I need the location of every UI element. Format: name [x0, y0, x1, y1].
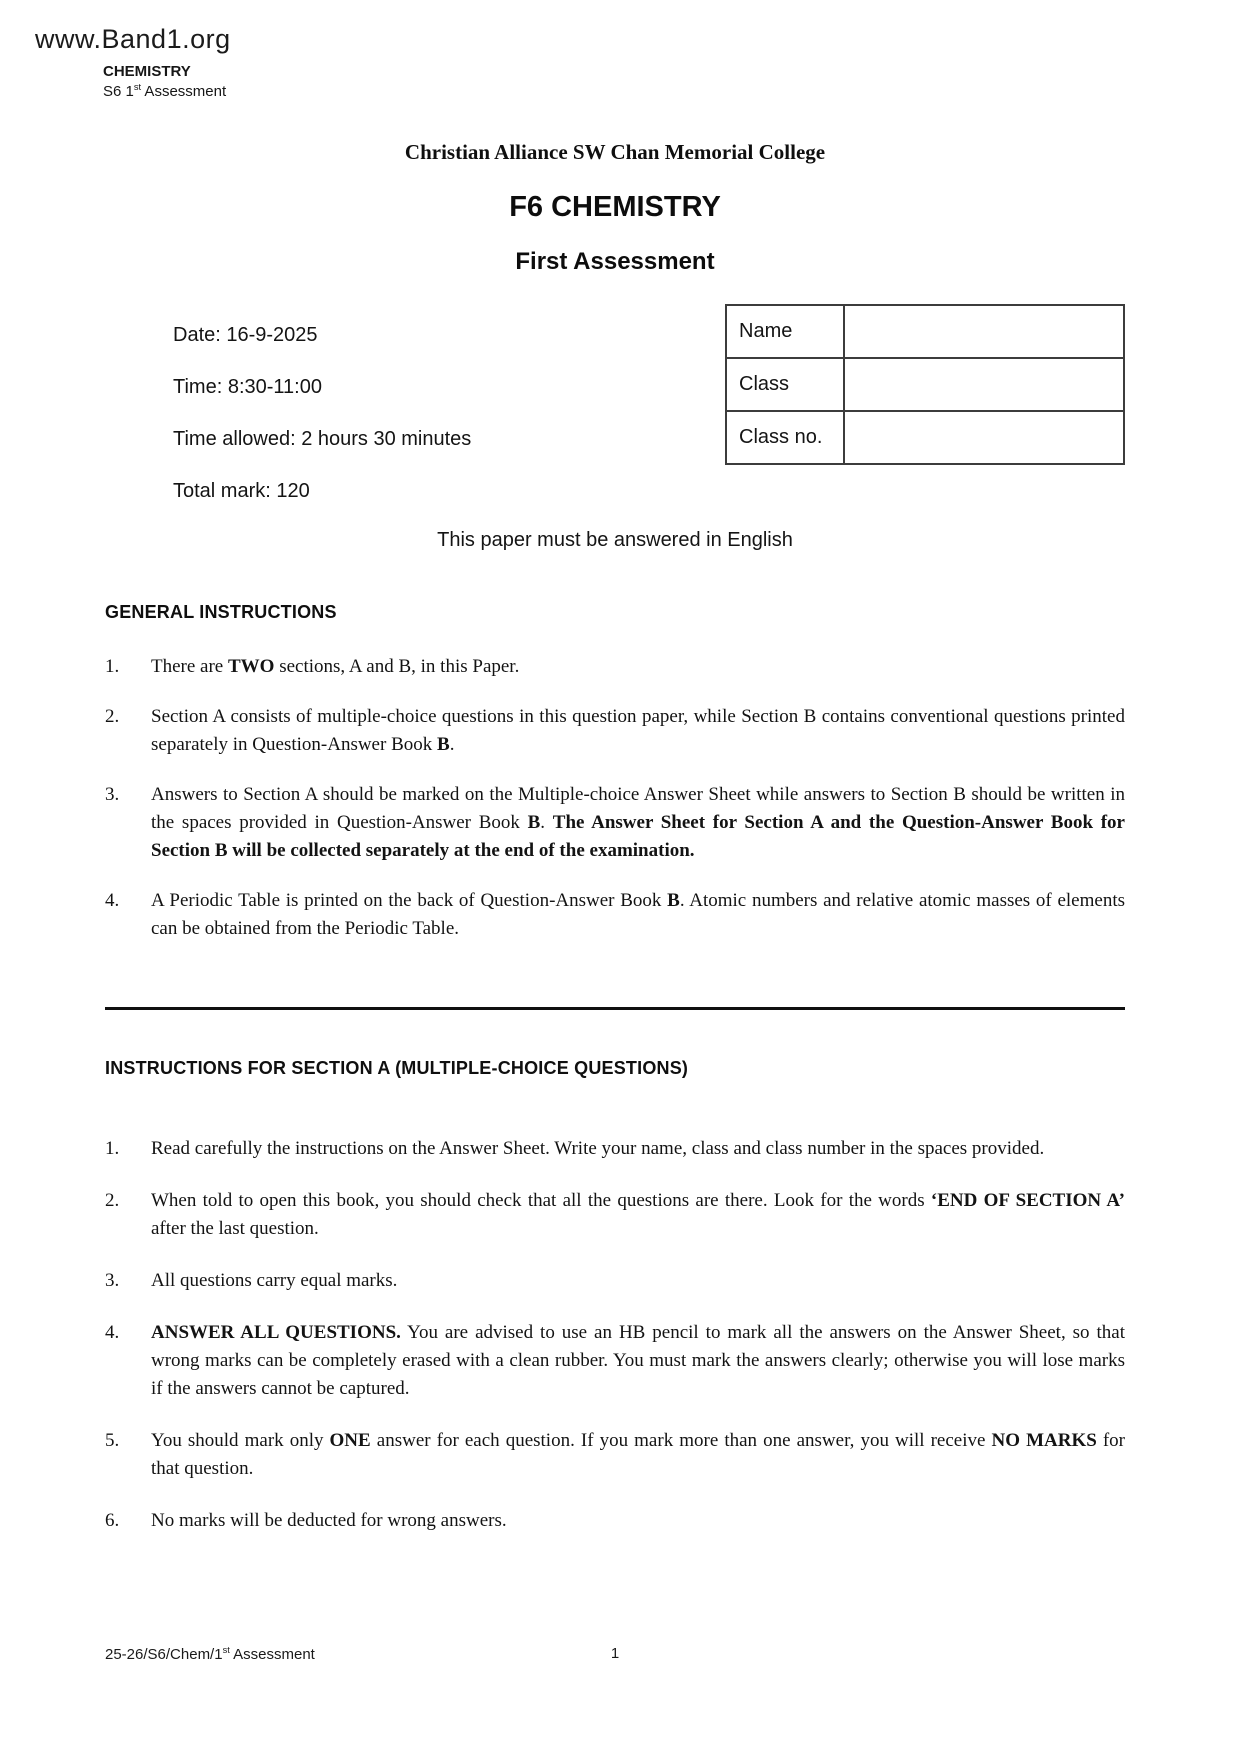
instruction-item [105, 887, 1125, 943]
exam-date: Date: 16-9-2025 [173, 324, 318, 346]
general-instructions-list [105, 653, 1125, 943]
item-number: 6. [105, 1510, 120, 1531]
section-divider [105, 1007, 1125, 1010]
instruction-item [105, 1187, 1125, 1243]
row-value-class-no [844, 411, 1124, 464]
item-number: 4. [105, 890, 120, 911]
row-label-class: Class [726, 358, 844, 411]
college-name: Christian Alliance SW Chan Memorial College [404, 140, 826, 164]
exam-info [105, 304, 725, 503]
instruction-item [105, 1507, 1125, 1535]
section-a-list [105, 1135, 1125, 1535]
general-instructions-heading: GENERAL INSTRUCTIONS [105, 602, 337, 622]
exam-title: F6 CHEMISTRY [509, 191, 721, 223]
instruction-item [105, 703, 1125, 759]
table-row-class-no [726, 411, 1124, 464]
item-number: 3. [105, 1270, 120, 1291]
table-row-name [726, 305, 1124, 358]
row-value-class [844, 358, 1124, 411]
row-label-class-no: Class no. [726, 411, 844, 464]
item-text: ANSWER ALL QUESTIONS. You are advised to use an HB pencil to mark all the answers on the Answer Sheet, so that wrong marks can be completely erased with a clean rubber. You must mark the answers clearly; otherwise you will lose marks if the answers cannot be captured. [151, 1322, 1125, 1399]
item-text: There are TWO sections, A and B, in this Paper. [151, 656, 520, 677]
exam-total-mark: Total mark: 120 [173, 480, 310, 502]
item-number: 3. [105, 784, 120, 805]
instruction-item [105, 781, 1125, 865]
assessment-label: S6 1st Assessment [103, 82, 227, 100]
instruction-item [105, 1319, 1125, 1403]
row-label-name: Name [726, 305, 844, 358]
section-a-heading: INSTRUCTIONS FOR SECTION A (MULTIPLE-CHOICE QUESTIONS) [105, 1058, 689, 1078]
page-content [105, 0, 1125, 1559]
item-text: Answers to Section A should be marked on the Multiple-choice Answer Sheet while answers to Section B should be written in the spaces provided in Question-Answer Book B. The Answer Sheet for Section A and the Question-Answer Book for Section B will be collected separately at the end of the examination. [151, 784, 1125, 861]
item-text: No marks will be deducted for wrong answers. [151, 1510, 507, 1531]
instruction-item [105, 1135, 1125, 1163]
exam-time-allowed: Time allowed: 2 hours 30 minutes [173, 428, 472, 450]
item-number: 2. [105, 1190, 120, 1211]
exam-info-row [105, 304, 1125, 503]
student-info-table [725, 304, 1125, 465]
table-row-class [726, 358, 1124, 411]
instruction-item [105, 1427, 1125, 1483]
item-text: You should mark only ONE answer for each question. If you mark more than one answer, you will receive NO MARKS for that question. [151, 1430, 1126, 1479]
instruction-item [105, 1267, 1125, 1295]
instruction-item [105, 653, 1125, 681]
item-number: 2. [105, 706, 120, 727]
item-number: 1. [105, 656, 120, 677]
row-value-name [844, 305, 1124, 358]
exam-time: Time: 8:30-11:00 [173, 376, 322, 398]
exam-subtitle: First Assessment [515, 248, 715, 275]
item-text: A Periodic Table is printed on the back of Question-Answer Book B. Atomic numbers and relative atomic masses of elements can be obtained from the Periodic Table. [151, 890, 1125, 939]
footer-page-number: 1 [610, 1645, 620, 1662]
item-text: Read carefully the instructions on the Answer Sheet. Write your name, class and class number in the spaces provided. [151, 1138, 1045, 1159]
language-notice: This paper must be answered in English [437, 529, 793, 551]
item-number: 5. [105, 1430, 120, 1451]
item-number: 4. [105, 1322, 120, 1343]
watermark-text: www.Band1.org [35, 24, 231, 54]
footer-doc-code: 25-26/S6/Chem/1st Assessment [105, 1645, 315, 1663]
subject-label: CHEMISTRY [103, 63, 191, 80]
item-text: All questions carry equal marks. [151, 1270, 398, 1291]
item-text: When told to open this book, you should check that all the questions are there. Look for the words ‘END OF SECTION A’ after the last question. [151, 1190, 1125, 1239]
item-number: 1. [105, 1138, 120, 1159]
item-text: Section A consists of multiple-choice questions in this question paper, while Section B contains conventional questions printed separately in Question-Answer Book B. [151, 706, 1125, 755]
